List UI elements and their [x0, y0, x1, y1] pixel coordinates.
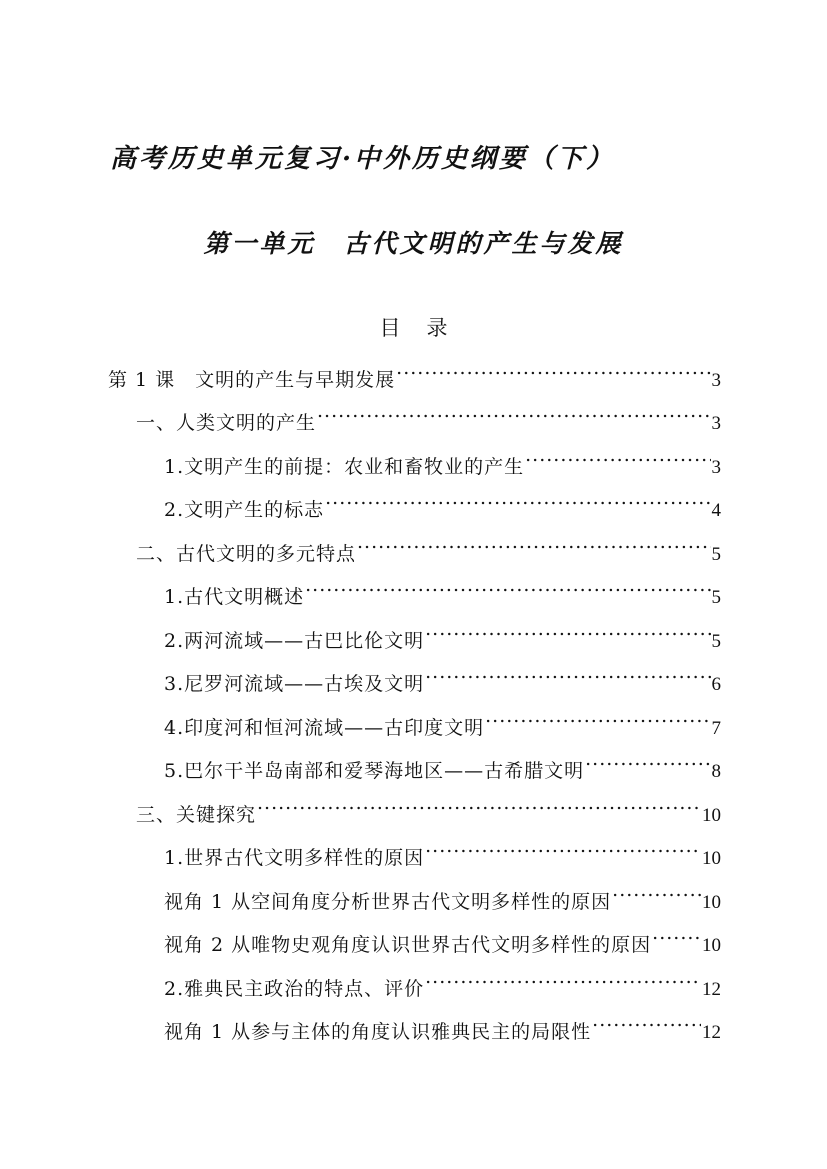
- toc-leader-dots: [485, 700, 710, 734]
- toc-entry-label: 2.两河流域——古巴比伦文明: [164, 630, 425, 652]
- toc-entry-label: 4.印度河和恒河流域——古印度文明: [164, 717, 485, 739]
- toc-entry-label: 1.文明产生的前提：农业和畜牧业的产生: [164, 456, 525, 478]
- toc-leader-dots: [325, 482, 710, 516]
- toc-entry-label: 一、人类文明的产生: [136, 412, 317, 434]
- toc-entry-page: 12: [702, 1022, 721, 1043]
- unit-title: 第一单元 古代文明的产生与发展: [203, 229, 624, 258]
- toc-leader-dots: [317, 395, 710, 429]
- toc-entry-subsection[interactable]: [164, 569, 721, 608]
- toc-entry-label: 2.文明产生的标志: [164, 499, 325, 521]
- toc-entry-page: 3: [711, 370, 721, 391]
- toc-entry-page: 5: [711, 587, 721, 608]
- toc-entry-label: 3.尼罗河流域——古埃及文明: [164, 673, 425, 695]
- toc-leader-dots: [425, 613, 710, 647]
- toc-entry-label: 1.古代文明概述: [164, 586, 305, 608]
- toc-leader-dots: [425, 656, 710, 690]
- toc-heading: 目录: [379, 316, 474, 340]
- toc-leader-dots: [525, 439, 710, 473]
- toc-leader-dots: [396, 352, 710, 386]
- toc-leader-dots: [425, 830, 701, 864]
- toc-entry-label: 二、古代文明的多元特点: [136, 543, 357, 565]
- toc-entry-subsection[interactable]: [164, 700, 721, 739]
- toc-entry-page: 3: [711, 457, 721, 478]
- toc-entry-page: 6: [711, 674, 721, 695]
- toc-entry-label: 三、关键探究: [136, 804, 257, 826]
- toc-entry-label: 1.世界古代文明多样性的原因: [164, 847, 425, 869]
- toc-entry-page: 4: [711, 500, 721, 521]
- document-title: 高考历史单元复习·中外历史纲要（下）: [110, 144, 616, 174]
- toc-entry-page: 10: [702, 935, 721, 956]
- toc-entry-section[interactable]: [136, 395, 721, 434]
- toc-entry-label: 视角 2 从唯物史观角度认识世界古代文明多样性的原因: [164, 934, 652, 956]
- toc-entry-section[interactable]: [136, 526, 721, 565]
- toc-entry-label: 视角 1 从空间角度分析世界古代文明多样性的原因: [164, 891, 612, 913]
- toc-leader-dots: [425, 961, 701, 995]
- toc-entry-label: 视角 1 从参与主体的角度认识雅典民主的局限性: [164, 1021, 592, 1043]
- toc-leader-dots: [612, 874, 701, 908]
- toc-entry-page: 10: [702, 848, 721, 869]
- toc-leader-dots: [305, 569, 710, 603]
- toc-leader-dots: [585, 743, 710, 777]
- toc-entry-section[interactable]: [136, 787, 721, 826]
- toc-entry-subsection[interactable]: [164, 656, 721, 695]
- toc-entry-label: 2.雅典民主政治的特点、评价: [164, 978, 425, 1000]
- toc-leader-dots: [357, 526, 710, 560]
- toc-entry-page: 12: [702, 979, 721, 1000]
- toc-entry-page: 10: [702, 892, 721, 913]
- toc-entry-subsection[interactable]: [164, 1004, 721, 1043]
- toc-entry-subsection[interactable]: [164, 830, 721, 869]
- toc-entry-page: 8: [711, 761, 721, 782]
- toc-entry-subsection[interactable]: [164, 482, 721, 521]
- toc-entry-page: 5: [711, 631, 721, 652]
- toc-entry-subsection[interactable]: [164, 961, 721, 1000]
- toc-entry-page: 10: [702, 805, 721, 826]
- toc-entry-page: 5: [711, 544, 721, 565]
- toc-leader-dots: [652, 917, 701, 951]
- toc-entry-page: 7: [711, 718, 721, 739]
- toc-leader-dots: [257, 787, 701, 821]
- toc-leader-dots: [592, 1004, 701, 1038]
- toc-entry-label: 第 1 课 文明的产生与早期发展: [108, 369, 396, 391]
- toc-entry-subsection[interactable]: [164, 613, 721, 652]
- toc-entry-subsection[interactable]: [164, 874, 721, 913]
- toc-entry-lesson-1[interactable]: [108, 352, 721, 391]
- toc-entry-subsection[interactable]: [164, 439, 721, 478]
- toc-entry-subsection[interactable]: [164, 743, 721, 782]
- toc-entry-page: 3: [711, 413, 721, 434]
- toc-entry-subsection[interactable]: [164, 917, 721, 956]
- toc-entry-label: 5.巴尔干半岛南部和爱琴海地区——古希腊文明: [164, 760, 585, 782]
